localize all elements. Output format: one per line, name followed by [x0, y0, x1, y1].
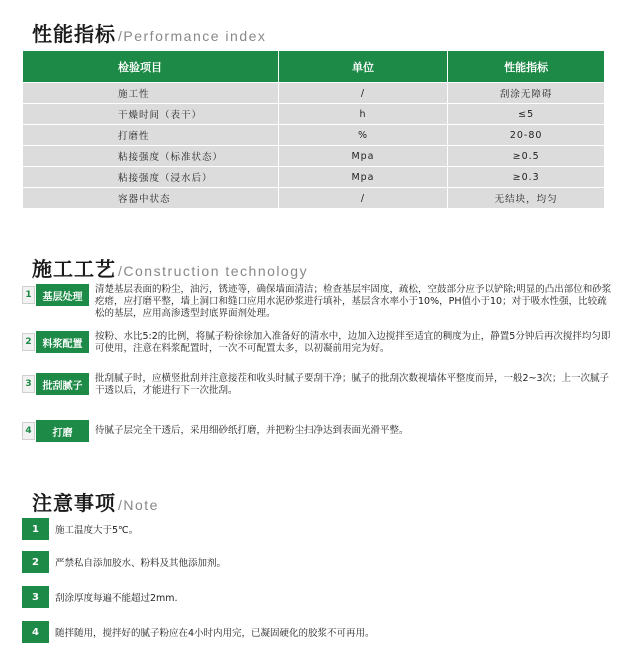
performance-table — [22, 50, 605, 209]
row-unit: / — [278, 188, 448, 209]
row-item: 粘接强度（浸水后） — [23, 167, 279, 188]
row-item: 打磨性 — [23, 125, 279, 146]
note-item — [22, 551, 612, 573]
row-value: ≤5 — [448, 104, 605, 125]
table-header-row — [23, 51, 605, 83]
construction-title: 施工工艺 — [32, 257, 116, 281]
step-label: 基层处理 — [36, 284, 89, 306]
table-row — [23, 167, 605, 188]
header-index: 性能指标 — [448, 51, 605, 83]
row-item: 施工性 — [23, 83, 279, 104]
row-unit: / — [278, 83, 448, 104]
notes-title: 注意事项 — [32, 491, 116, 515]
note-item — [22, 586, 612, 608]
note-number: 1 — [22, 518, 49, 540]
table-row — [23, 104, 605, 125]
row-unit: h — [278, 104, 448, 125]
step-description: 按粉、水比5:2的比例，将腻子粉徐徐加入准备好的清水中，边加入边搅拌至适宜的稠度为止，静置5分钟后再次搅拌均匀即可使用，注意在料浆配置时，一次不可配置太多，以初凝前用完为好。 — [95, 331, 611, 354]
table-row — [23, 188, 605, 209]
construction-step — [22, 331, 612, 355]
row-item: 干燥时间（表干） — [23, 104, 279, 125]
table-row — [23, 125, 605, 146]
notes-heading — [32, 487, 159, 516]
construction-step — [22, 420, 612, 442]
notes-subtitle: /Note — [118, 497, 159, 513]
construction-subtitle: /Construction technology — [118, 263, 309, 279]
step-number: 1 — [22, 286, 35, 304]
note-text: 刮涂厚度每遍不能超过2mm. — [55, 593, 178, 604]
construction-heading — [32, 253, 308, 282]
row-value: ≥0.3 — [448, 167, 605, 188]
row-value: 20-80 — [448, 125, 605, 146]
row-unit: Mpa — [278, 146, 448, 167]
step-description: 批刮腻子时，应横竖批刮并注意接茬和收头时腻子要刮干净；腻子的批刮次数视墙体平整度而异，一般2~3次；上一次腻子干透以后，才能进行下一次批刮。 — [95, 373, 610, 396]
note-item — [22, 518, 612, 540]
table-row — [23, 146, 605, 167]
step-description: 待腻子层完全干透后，采用细砂纸打磨，并把粉尘扫净达到表面光滑平整。 — [95, 425, 409, 436]
performance-title: 性能指标 — [32, 22, 116, 46]
performance-heading — [32, 18, 266, 47]
step-description: 清楚基层表面的粉尘，油污，锈迹等，确保墙面清洁；检查基层牢固度，疏松，空鼓部分应予以铲除;明显的凸出部位和砂浆疙瘩，应打磨平整，墙上洞口和缝口应用水泥砂浆进行填补，基层含水率小于10%，PH值小于10；对于吸水性强，比较疏松的基层，应用高渗透型封底界面剂处理。 — [95, 284, 612, 319]
row-item: 容器中状态 — [23, 188, 279, 209]
note-text: 施工温度大于5℃。 — [55, 525, 139, 536]
header-test-item: 检验项目 — [23, 51, 279, 83]
construction-step — [22, 373, 612, 397]
construction-step — [22, 284, 612, 320]
step-label: 料浆配置 — [36, 331, 89, 353]
step-label: 批刮腻子 — [36, 373, 89, 395]
step-number: 3 — [22, 375, 35, 393]
table-row — [23, 83, 605, 104]
row-value: ≥0.5 — [448, 146, 605, 167]
row-value: 无结块，均匀 — [448, 188, 605, 209]
header-unit: 单位 — [278, 51, 448, 83]
note-number: 3 — [22, 586, 49, 608]
note-text: 严禁私自添加胶水、粉料及其他添加剂。 — [55, 558, 227, 569]
row-item: 粘接强度（标准状态） — [23, 146, 279, 167]
step-number: 4 — [22, 422, 35, 440]
note-text: 随拌随用，搅拌好的腻子粉应在4小时内用完，已凝固硬化的胶浆不可再用。 — [55, 628, 375, 639]
row-unit: Mpa — [278, 167, 448, 188]
note-number: 2 — [22, 551, 49, 573]
row-unit: % — [278, 125, 448, 146]
note-number: 4 — [22, 621, 49, 643]
note-item — [22, 621, 612, 643]
step-label: 打磨 — [36, 420, 89, 442]
step-number: 2 — [22, 333, 35, 351]
row-value: 刮涂无障碍 — [448, 83, 605, 104]
performance-subtitle: /Performance index — [118, 28, 267, 44]
